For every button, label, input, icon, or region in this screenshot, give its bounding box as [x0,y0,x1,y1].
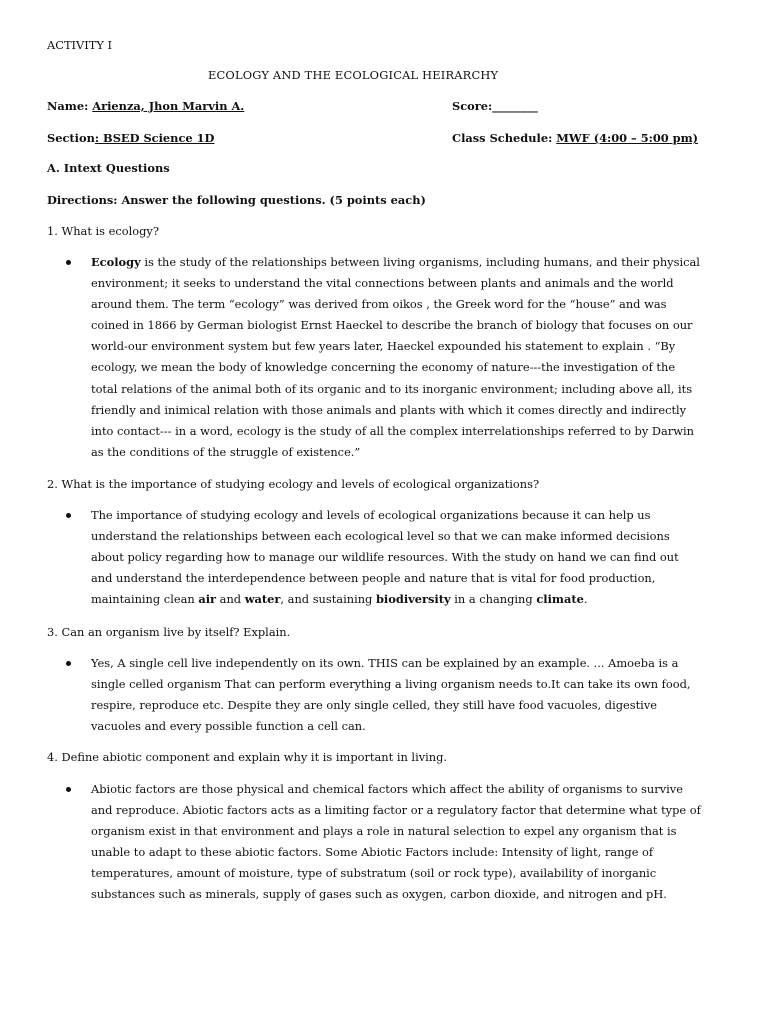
answer-line: total relations of the animal both of its organic and to its inorganic environment; including above all, its [91,381,693,396]
answer-line: coined in 1866 by German biologist Ernst Haeckel to describe the branch of biology that focuses on our [91,318,693,333]
name-value: Arienza, Jhon Marvin A. [92,99,245,113]
question-4: 4. Define abiotic component and explain why it is important in living. [47,750,448,764]
bullet-icon [66,787,71,792]
activity-label: ACTIVITY I [47,38,113,52]
answer-line: about policy regarding how to manage our wildlife resources. With the study on hand we can find out [91,550,679,565]
bullet-icon [66,260,71,265]
answer-line: substances such as minerals, supply of gases such as oxygen, carbon dioxide, and nitrogen and pH. [91,887,667,902]
answer-line: Yes, A single cell live independently on its own. THIS can be explained by an example. ... Amoeba is a [91,656,679,670]
schedule-row [452,131,698,145]
score-blank: ________ [492,99,538,113]
question-1: 1. What is ecology? [47,224,159,238]
answer-line: maintaining clean air and water, and sustaining biodiversity in a changing climate. [91,592,588,607]
answer-line: as the conditions of the struggle of existence.” [91,444,361,459]
answer-line: temperatures, amount of moisture, type of substratum (soil or rock type), availability of inorganic [91,866,657,881]
directions-text: Directions: Answer the following questions. (5 points each) [47,193,426,207]
answer-2 [91,505,731,610]
section-value: : BSED Science 1D [94,131,215,145]
section-row [47,131,214,145]
answer-line: Abiotic factors are those physical and chemical factors which affect the ability of organisms to survive [91,782,683,796]
schedule-value: MWF (4:00 – 5:00 pm) [556,131,699,145]
schedule-label: Class Schedule: [452,131,557,145]
bullet-icon [66,661,71,666]
answer-line: vacuoles and every possible function a cell can. [91,719,366,734]
document-title: ECOLOGY AND THE ECOLOGICAL HEIRARCHY [208,68,499,82]
answer-line: world-our environment system but few years later, Haeckel expounded his statement to explain . “By [91,339,676,354]
answer-line: ecology, we mean the body of knowledge concerning the economy of nature---the investigation of the [91,360,676,375]
answer-line: The importance of studying ecology and levels of ecological organizations because it can help us [91,508,651,522]
answer-4 [91,779,731,906]
answer-line: into contact--- in a word, ecology is the study of all the complex interrelationships referred to by Darwin [91,423,694,438]
answer-line: Ecology is the study of the relationships between living organisms, including humans, and their physical [91,255,700,269]
name-row [47,99,244,113]
answer-line: and understand the interdependence between people and nature that is vital for food production, [91,571,656,586]
answer-line: environment; it seeks to understand the vital connections between plants and animals and the world [91,276,674,291]
answer-line: friendly and inimical relation with those animals and plants with which it comes directly and indirectly [91,402,687,417]
answer-line: respire, reproduce etc. Despite they are only single celled, they still have food vacuoles, digestive [91,698,658,713]
answer-1 [91,252,731,463]
name-label: Name: [47,99,93,113]
answer-line: single celled organism That can perform everything a living organism needs to.It can take its own food, [91,677,691,692]
answer-line: unable to adapt to these abiotic factors. Some Abiotic Factors include: Intensity of light, range of [91,845,654,860]
score-row [452,99,538,113]
question-3: 3. Can an organism live by itself? Explain. [47,625,291,639]
answer-line: and reproduce. Abiotic factors acts as a limiting factor or a regulatory factor that determine what type of [91,803,701,818]
question-2: 2. What is the importance of studying ecology and levels of ecological organizations? [47,477,540,491]
answer-line: organism exist in that environment and plays a role in natural selection to expel any organism that is [91,824,677,839]
section-label: Section [47,131,95,145]
answer-line: around them. The term “ecology” was derived from oikos , the Greek word for the “house” and was [91,297,667,312]
answer-line: understand the relationships between each ecological level so that we can make informed decisions [91,529,670,544]
answer-3 [91,653,731,737]
section-heading: A. Intext Questions [47,161,170,175]
bullet-icon [66,513,71,518]
score-label: Score: [452,99,493,113]
